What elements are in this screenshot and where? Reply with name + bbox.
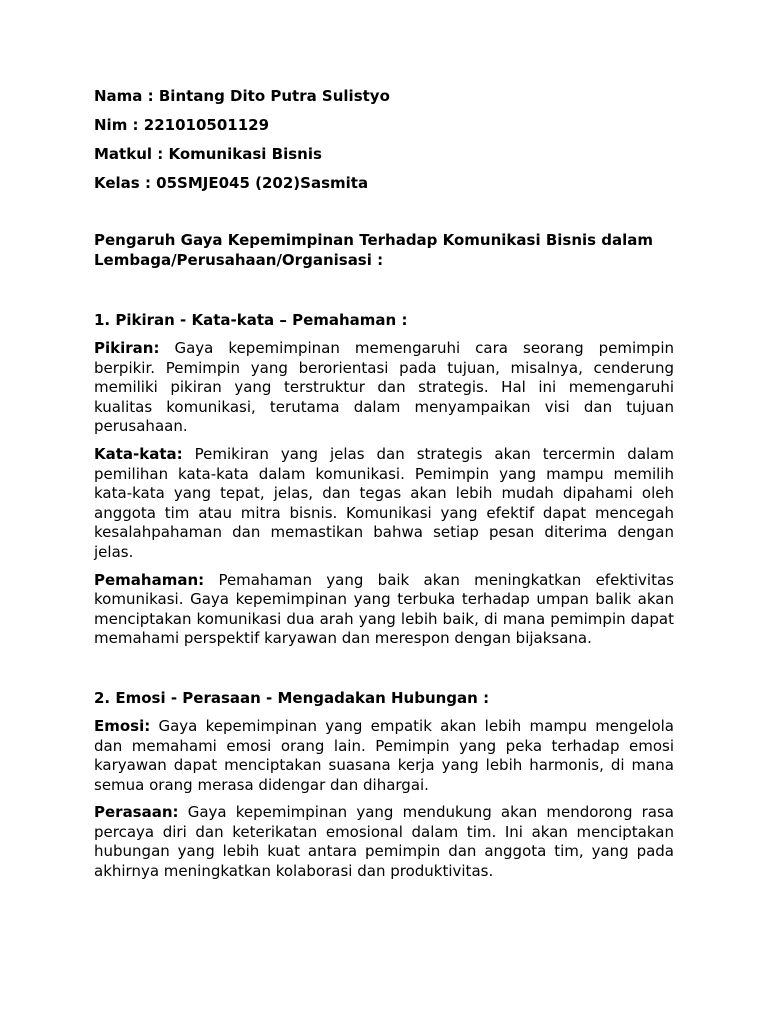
section-heading: 1. Pikiran - Kata-kata – Pemahaman : — [94, 311, 408, 329]
term-label: Pemahaman: — [94, 570, 205, 589]
class-info: Kelas : 05SMJE045 (202)Sasmita — [94, 174, 369, 192]
paragraph-text: Pemikiran yang jelas dan strategis akan tercermin dalam pemilihan kata-kata dalam komunikasi. Pemimpin yang mampu memilih kata-kata yang tepat, jelas, dan tegas akan lebih mudah dipahami oleh anggota tim atau mitra bisnis. Komunikasi yang efektif dapat mencegah kesalahpahaman dan memastikan bahwa setiap pesan diterima dengan jelas. — [94, 444, 674, 561]
paragraph-kata-kata — [94, 445, 674, 563]
paragraph-text: Pemahaman yang baik akan meningkatkan efektivitas komunikasi. Gaya kepemimpinan yang terbuka terhadap umpan balik akan menciptakan komunikasi dua arah yang lebih baik, di mana pemimpin dapat memahami perspektif karyawan dan merespon dengan bijaksana. — [94, 570, 674, 648]
paragraph-text: Gaya kepemimpinan yang empatik akan lebih mampu mengelola dan memahami emosi orang lain. Pemimpin yang peka terhadap emosi karyawan dapat menciptakan suasana kerja yang lebih harmonis, di mana semua orang merasa didengar dan dihargai. — [94, 716, 674, 794]
term-label: Kata-kata: — [94, 444, 183, 463]
paragraph-pemahaman — [94, 571, 674, 649]
course-name: Matkul : Komunikasi Bisnis — [94, 145, 322, 163]
term-label: Perasaan: — [94, 803, 179, 822]
section-heading: 2. Emosi - Perasaan - Mengadakan Hubungan : — [94, 688, 490, 707]
student-name: Nama : Bintang Dito Putra Sulistyo — [94, 87, 390, 105]
student-nim: Nim : 221010501129 — [94, 116, 270, 134]
paragraph-text: Gaya kepemimpinan yang mendukung akan mendorong rasa percaya diri dan keterikatan emosional dalam tim. Ini akan menciptakan hubungan yang lebih kuat antara pemimpin dan anggota tim, yang pada akhirnya meningkatkan kolaborasi dan produktivitas. — [94, 803, 674, 881]
paragraph-pikiran — [94, 339, 674, 437]
term-label: Pikiran: — [94, 339, 160, 357]
document-page — [94, 85, 674, 882]
paragraph-text: Gaya kepemimpinan memengaruhi cara seorang pemimpin berpikir. Pemimpin yang berorientasi pada tujuan, misalnya, cenderung memiliki pikiran yang terstruktur dan strategis. Hal ini memengaruhi kualitas komunikasi, terutama dalam menyampaikan visi dan tujuan perusahaan. — [94, 339, 674, 436]
paragraph-perasaan — [94, 803, 674, 881]
document-title: Pengaruh Gaya Kepemimpinan Terhadap Komunikasi Bisnis dalam Lembaga/Perusahaan/Organisasi : — [94, 231, 654, 269]
term-label: Emosi: — [94, 716, 151, 735]
paragraph-emosi — [94, 717, 674, 795]
